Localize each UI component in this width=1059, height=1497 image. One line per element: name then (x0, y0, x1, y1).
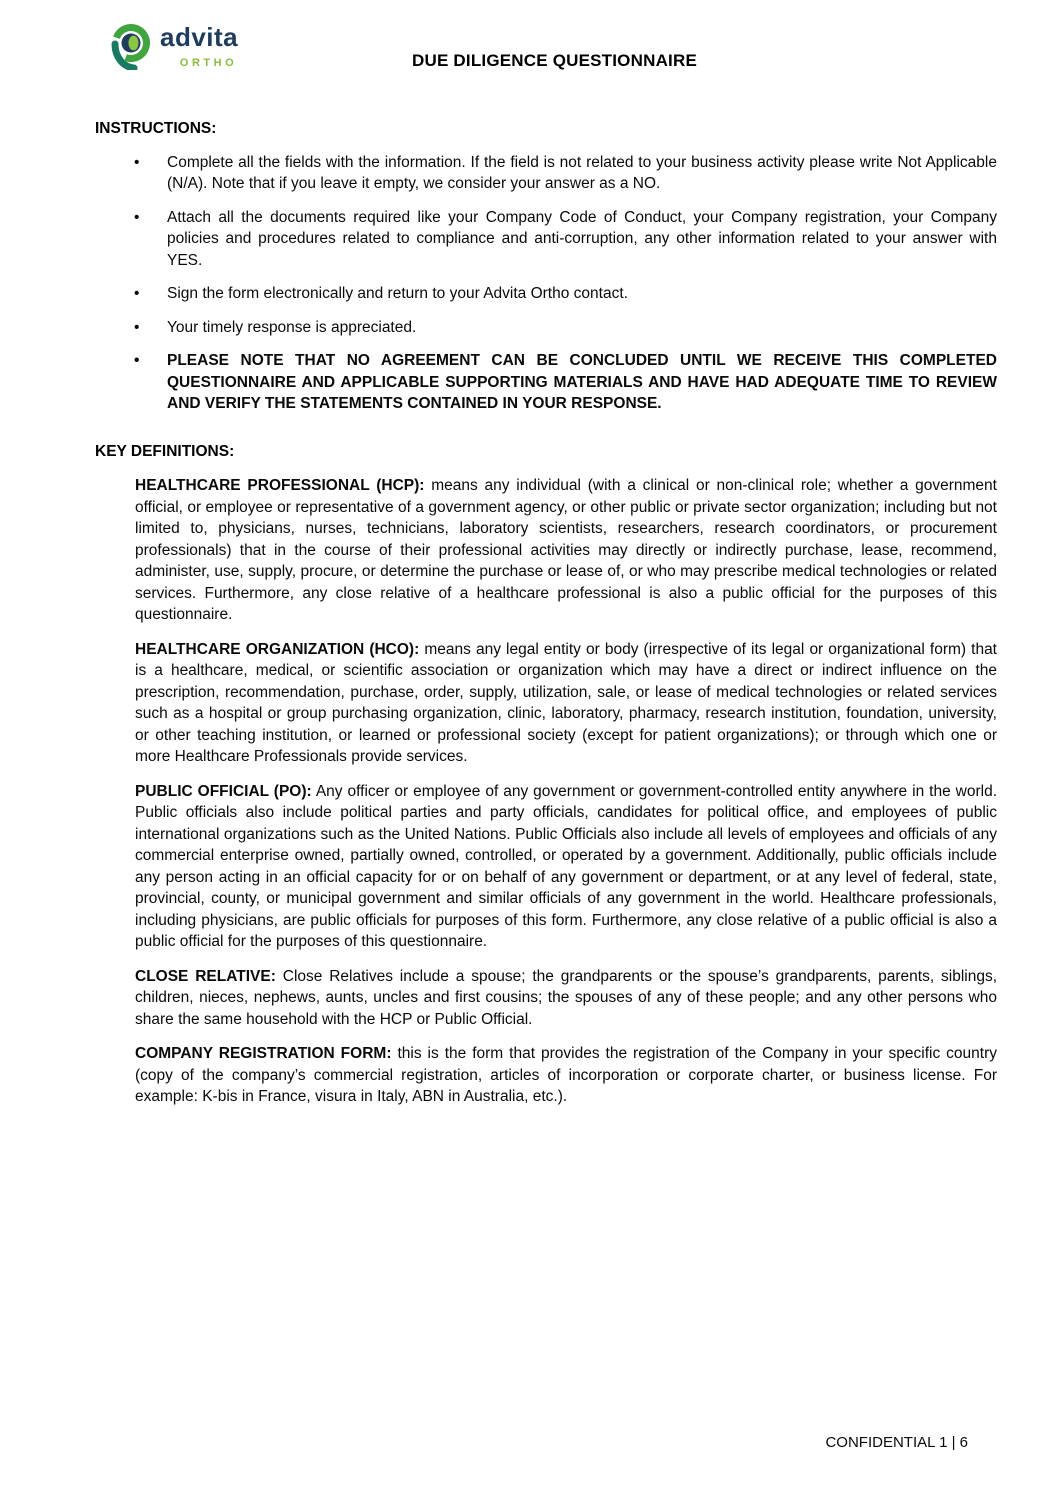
bullet-item (95, 207, 997, 272)
definition-term: COMPANY REGISTRATION FORM: (135, 1045, 392, 1062)
key-definitions-heading: KEY DEFINITIONS: (95, 442, 235, 460)
logo-text (160, 22, 238, 75)
bullet-item (95, 317, 997, 339)
instructions-bullet-list (95, 152, 997, 415)
bullet-text: Complete all the fields with the information. If the field is not related to your business activity please write Not Applicable (N/A). Note that if you leave it empty, we consider your answer as a NO. (167, 153, 997, 192)
bullet-text: Attach all the documents required like your Company Code of Conduct, your Company registration, your Company policies and procedures related to compliance and anti-corruption, any other information related to your answer with YES. (167, 208, 997, 269)
bullet-text: Sign the form electronically and return to your Advita Ortho contact. (167, 285, 628, 302)
document-title: DUE DILIGENCE QUESTIONNAIRE (412, 51, 697, 70)
definition-text: this is the form that provides the registration of the Company in your specific country (copy of the company’s commercial registration, articles of incorporation or corporate charter, or business license. For example: K-bis in France, visura in Italy, ABN in Australia, etc.). (135, 1045, 997, 1105)
definition-text: means any legal entity or body (irrespective of its legal or organizational form) that is a healthcare, medical, or scientific association or organization which may have a direct or indirect influence on the prescription, recommendation, purchase, order, supply, utilization, sale, or lease of medical technologies or related services such as a hospital or group purchasing organization, clinic, laboratory, pharmacy, research institution, foundation, university, or other teaching institution, or learned or professional society (except for patient organizations); or through which one or more Healthcare Professionals provide services. (135, 640, 997, 765)
brand-subtitle: ORTHO (179, 57, 238, 69)
definition-term: PUBLIC OFFICIAL (PO): (135, 782, 312, 800)
definition-company-registration-form (135, 1043, 997, 1108)
instructions-heading: INSTRUCTIONS: (95, 120, 217, 137)
definition-text: means any individual (with a clinical or non-clinical role; whether a government official, or employee or representative of a government agency, or other public or private sector organization; including but not limited to, physicians, nurses, technicians, laboratory scientists, researchers, research coordinators, or procurement professionals) that in the course of their professional activities may directly or indirectly purchase, lease, recommend, administer, use, supply, procure, or determine the purchase or lease of, or who may prescribe medical technologies or related services. Furthermore, any close relative of a healthcare professional is also a public official for the purposes of this questionnaire. (135, 477, 997, 623)
definition-po (135, 781, 997, 953)
advita-ortho-logo (108, 22, 238, 75)
bullet-item (95, 283, 997, 305)
definition-term: HEALTHCARE ORGANIZATION (HCO): (135, 640, 420, 658)
document-header (0, 0, 1059, 96)
advita-logo-icon (108, 22, 154, 70)
brand-name: advita (160, 22, 239, 52)
bullet-item (95, 152, 997, 195)
definition-text: Close Relatives include a spouse; the grandparents or the spouse’s grandparents, parents, siblings, children, nieces, nephews, aunts, uncles and first cousins; the spouses of any of these people; and any other persons who share the same household with the HCP or Public Official. (135, 967, 997, 1028)
page-footer (825, 1432, 968, 1454)
definitions-section (95, 475, 997, 1108)
bullet-item-emphasis (95, 350, 997, 415)
confidential-label: CONFIDENTIAL (825, 1433, 935, 1451)
page-number: 1 | 6 (939, 1433, 968, 1451)
bullet-text: PLEASE NOTE THAT NO AGREEMENT CAN BE CONCLUDED UNTIL WE RECEIVE THIS COMPLETED QUESTIONNAIRE AND APPLICABLE SUPPORTING MATERIALS AND HAVE HAD ADEQUATE TIME TO REVIEW AND VERIFY THE STATEMENTS CONTAINED IN YOUR RESPONSE. (167, 352, 997, 412)
definition-hco (135, 639, 997, 768)
document-body (0, 118, 1059, 1108)
definition-close-relative (135, 966, 997, 1031)
bullet-text: Your timely response is appreciated. (167, 318, 417, 336)
definition-term: HEALTHCARE PROFESSIONAL (HCP): (135, 477, 425, 494)
definition-term: CLOSE RELATIVE: (135, 967, 276, 985)
definition-hcp (135, 475, 997, 626)
definition-text: Any officer or employee of any government or government-controlled entity anywhere in the world. Public officials also include political parties and party officials, candidates for political office, and employees of public international organizations such as the United Nations. Public Officials also include all levels of employees and officials of any commercial enterprise owned, partially owned, controlled, or operated by a government. Additionally, public officials include any person acting in an official capacity for or on behalf of any government or department, or at any level of federal, state, provincial, county, or municipal government and similar officials of any government in the world. Healthcare professionals, including physicians, are public officials for purposes of this form. Furthermore, any close relative of a public official is also a public official for the purposes of this questionnaire. (135, 782, 998, 950)
